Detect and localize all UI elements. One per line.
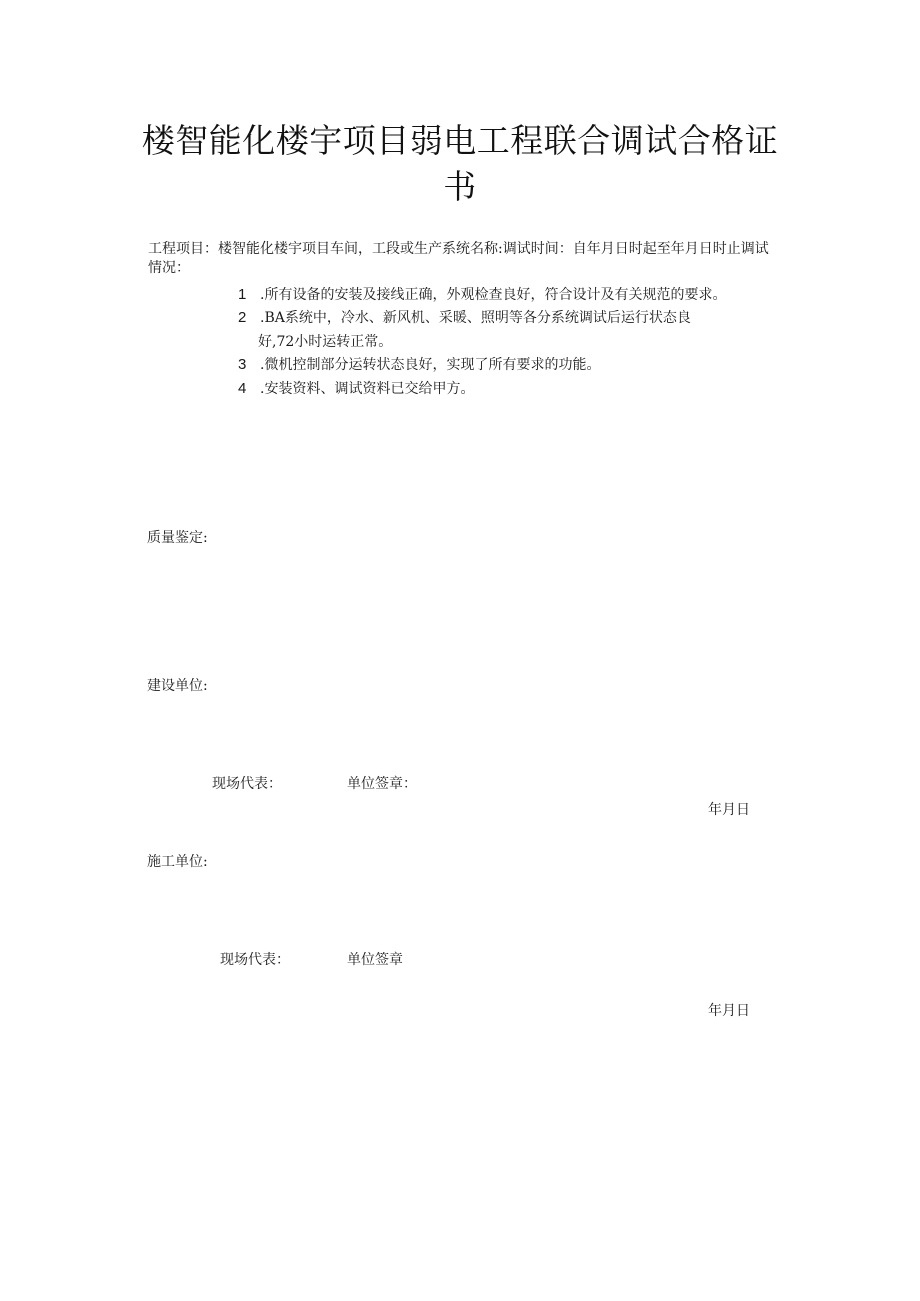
item-number: 3 bbox=[238, 356, 247, 373]
project-intro: 工程项目：楼智能化楼宇项目车间，工段或生产系统名称:调试时间：自年月日时起至年月日时止调试情况： bbox=[148, 241, 769, 276]
item-text: .BA系统中，冷水、新风机、采暖、照明等各分系统调试后运行状态良 bbox=[260, 310, 691, 326]
item-text-continued: 好,72小时运转正常。 bbox=[258, 334, 393, 350]
item-text: .所有设备的安装及接线正确，外观检查良好，符合设计及有关规范的要求。 bbox=[260, 287, 727, 303]
list-item bbox=[238, 379, 778, 399]
list-item bbox=[238, 355, 778, 375]
list-item bbox=[238, 285, 778, 305]
owner-label: 建设单位: bbox=[147, 678, 208, 694]
item-number: 1 bbox=[238, 286, 247, 303]
item-text: .微机控制部分运转状态良好，实现了所有要求的功能。 bbox=[260, 357, 601, 373]
owner-seal-label: 单位签章： bbox=[347, 776, 417, 792]
owner-rep-label: 现场代表： bbox=[212, 776, 282, 792]
quality-label: 质量鉴定: bbox=[147, 530, 208, 546]
contractor-date-label: 年月日 bbox=[708, 1003, 750, 1019]
list-item bbox=[238, 308, 778, 352]
contractor-label: 施工单位: bbox=[147, 854, 208, 870]
contractor-rep-label: 现场代表： bbox=[220, 952, 290, 968]
item-number: 2 bbox=[238, 309, 247, 326]
owner-date-label: 年月日 bbox=[708, 802, 750, 818]
document-title: 楼智能化楼宇项目弱电工程联合调试合格证书 bbox=[141, 121, 779, 206]
contractor-seal-label: 单位签章 bbox=[347, 952, 403, 968]
item-number: 4 bbox=[238, 380, 247, 397]
item-text: .安装资料、调试资料已交给甲方。 bbox=[260, 381, 475, 397]
